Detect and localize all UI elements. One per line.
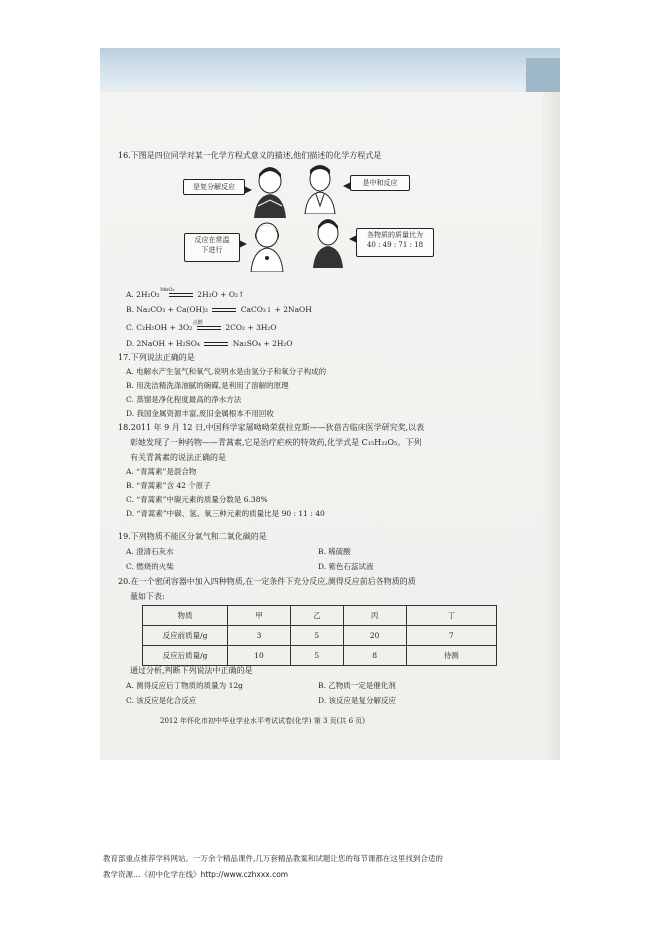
student-figure-2 xyxy=(302,164,338,214)
q18-line-1: 18.2011 年 9 月 12 日,中国科学家屠呦呦荣获拉克斯——狄蓓吉临床医学研究奖,以表 xyxy=(118,423,425,432)
q19-option-a: A. 澄清石灰水 xyxy=(126,547,174,556)
table-cell: 反应后质量/g xyxy=(143,646,228,666)
page-footer: 2012 年怀化市初中毕业学业水平考试试卷(化学) 第 3 页(共 6 页) xyxy=(160,717,365,725)
table-cell: 5 xyxy=(290,626,343,646)
q19-option-b: B. 稀硫酸 xyxy=(318,547,351,556)
q16-stem: 16.下图是四位同学对某一化学方程式意义的描述,他们描述的化学方程式是 xyxy=(118,151,382,160)
q20-option-d: D. 该反应是复分解反应 xyxy=(318,696,397,705)
speech-bubble-4 xyxy=(356,228,434,257)
table-cell: 7 xyxy=(406,626,496,646)
equals-sign-icon xyxy=(197,326,221,330)
speech-bubble-3 xyxy=(184,233,240,262)
q16-option-c xyxy=(126,322,277,335)
q17-stem: 17.下列说法正确的是 xyxy=(118,353,195,362)
table-header-cell: 丙 xyxy=(343,606,406,626)
table-cell: 8 xyxy=(343,646,406,666)
equals-sign-icon xyxy=(212,308,236,312)
q18-line-2: 彰她发现了一种药物——青蒿素,它是治疗疟疾的特效药,化学式是 C₁₅H₂₂O₅。下列 xyxy=(130,438,422,447)
table-cell: 10 xyxy=(228,646,291,666)
equation-right: Na₂SO₄ + 2H₂O xyxy=(232,339,293,348)
q16-option-b xyxy=(126,304,312,315)
q20-option-c: C. 该反应是化合反应 xyxy=(126,696,197,705)
q18-option-c: C. “青蒿素”中碳元素的质量分数是 6.38% xyxy=(126,495,268,504)
student-figure-1 xyxy=(250,166,290,218)
table-row xyxy=(143,646,497,666)
q17-option-b: B. 用洗洁精洗涤油腻的碗碟,是利用了溶解的原理 xyxy=(126,381,289,390)
bubble-text: 40 : 49 : 71 : 18 xyxy=(366,241,424,249)
promo-line-2: 教学资源…《初中化学在线》http://www.czhxxx.com xyxy=(103,870,289,879)
table-cell: 3 xyxy=(228,626,291,646)
q18-line-3: 有关青蒿素的说法正确的是 xyxy=(130,453,226,462)
equals-sign-icon xyxy=(169,293,193,297)
reaction-condition: 点燃 xyxy=(192,320,203,326)
table-cell: 待测 xyxy=(406,646,496,666)
q19-option-d: D. 紫色石蕊试液 xyxy=(318,562,374,571)
speech-bubble-1 xyxy=(183,179,245,195)
equation-right: 2CO₂ + 3H₂O xyxy=(225,323,277,332)
bubble-text: 各物质的质量比为 xyxy=(367,231,423,239)
table-cell: 5 xyxy=(290,646,343,666)
mass-data-table xyxy=(142,605,497,666)
student-figure-4 xyxy=(310,218,346,268)
q20-line-2: 量如下表: xyxy=(130,592,165,601)
table-row xyxy=(143,626,497,646)
equation-left: D. 2NaOH + H₂SO₄ xyxy=(126,339,200,348)
q20-option-b: B. 乙物质一定是催化剂 xyxy=(318,681,396,690)
q20-line-1: 20.在一个密闭容器中加入四种物质,在一定条件下充分反应,测得反应前后各物质的质 xyxy=(118,577,416,586)
table-cell: 反应前质量/g xyxy=(143,626,228,646)
q16-option-a xyxy=(126,289,244,302)
student-figure-3 xyxy=(247,220,287,272)
table-cell: 20 xyxy=(343,626,406,646)
bubble-text: 是中和反应 xyxy=(362,179,398,187)
q19-stem: 19.下列物质不能区分氧气和二氧化碳的是 xyxy=(118,532,267,541)
q18-option-d: D. “青蒿素”中碳、氢、氧三种元素的质量比是 90 : 11 : 40 xyxy=(126,509,325,518)
reaction-condition: MnO₂ xyxy=(160,287,175,293)
q17-option-d: D. 我国金属资源丰富,废旧金属根本不用回收 xyxy=(126,409,274,418)
equation-right: 2H₂O + O₂↑ xyxy=(197,290,245,299)
equation-left: B. Na₂CO₃ + Ca(OH)₂ xyxy=(126,305,209,314)
table-header-row xyxy=(143,606,497,626)
equation-right: CaCO₃↓ + 2NaOH xyxy=(240,305,312,314)
scan-top-band xyxy=(100,48,560,92)
speech-bubble-2 xyxy=(350,175,410,191)
table-header-cell: 物质 xyxy=(143,606,228,626)
q18-option-b: B. “青蒿素”含 42 个原子 xyxy=(126,481,211,490)
promo-line-1: 教育部重点推荐学科网站。一万余个精品课件,几万套精品教案和试题让您的每节课都在这里找到合适的 xyxy=(103,854,443,863)
q20-analysis: 通过分析,判断下列说法中正确的是 xyxy=(130,666,253,675)
equals-sign-icon xyxy=(204,342,228,346)
bubble-text: 下进行 xyxy=(201,246,223,254)
q18-option-a: A. “青蒿素”是混合物 xyxy=(126,467,197,476)
equation-left: A. 2H₂O₂ xyxy=(126,290,160,299)
q16-option-d xyxy=(126,338,293,349)
table-header-cell: 乙 xyxy=(290,606,343,626)
site-promo-note xyxy=(103,851,573,883)
q17-option-c: C. 蒸馏是净化程度最高的净水方法 xyxy=(126,395,242,404)
bubble-text: 是复分解反应 xyxy=(193,183,235,191)
bubble-text: 反应在常温 xyxy=(194,236,230,244)
table-header-cell: 甲 xyxy=(228,606,291,626)
q17-option-a: A. 电解水产生氢气和氧气,说明水是由氢分子和氧分子构成的 xyxy=(126,367,327,376)
scan-right-edge xyxy=(542,92,560,760)
q20-option-a: A. 测得反应后丁物质的质量为 12g xyxy=(126,681,243,690)
q19-option-c: C. 燃烧的火柴 xyxy=(126,562,174,571)
table-header-cell: 丁 xyxy=(406,606,496,626)
equation-left: C. C₂H₅OH + 3O₂ xyxy=(126,323,193,332)
